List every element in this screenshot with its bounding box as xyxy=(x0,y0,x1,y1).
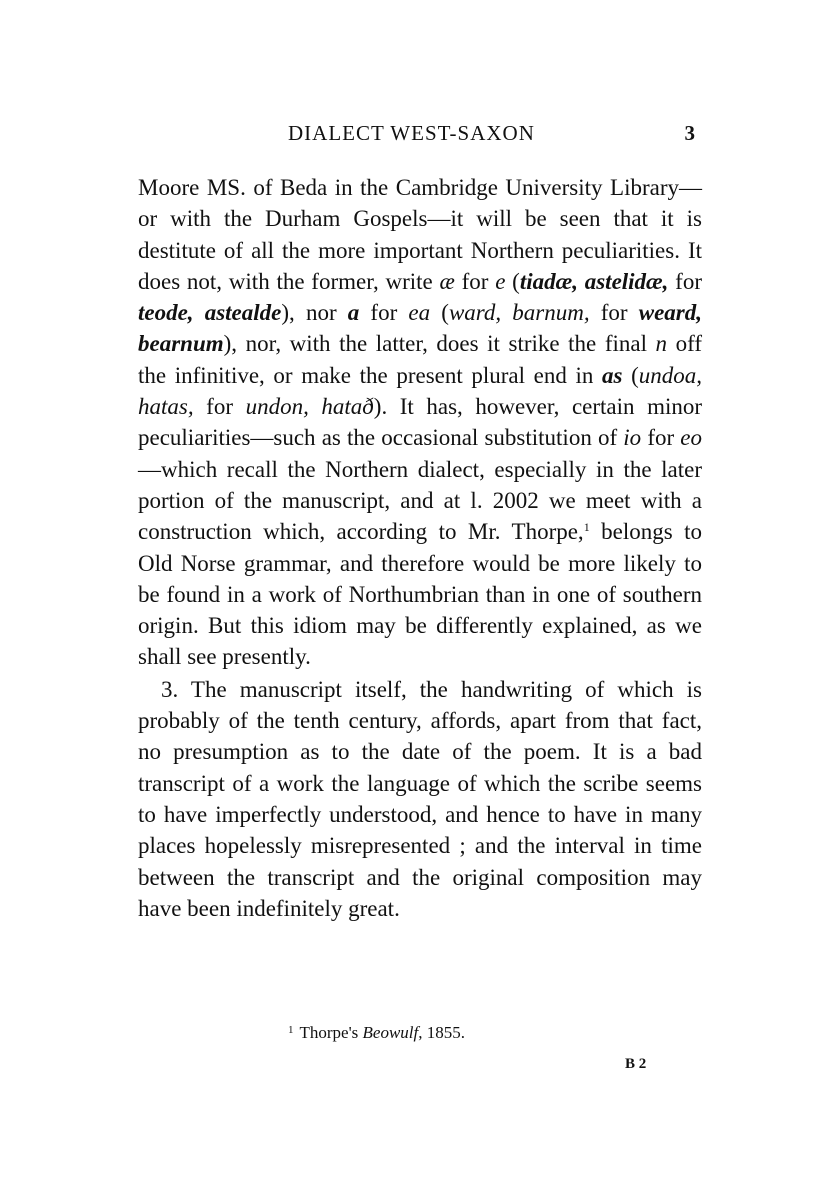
text-run: for xyxy=(589,300,639,326)
footnote-text: , 1855. xyxy=(418,1023,465,1042)
italic-term: ward, barnum, xyxy=(448,300,590,326)
text-run: ). It has, however, certain minor peculiarities—such as the occasional substitution of xyxy=(138,394,703,451)
running-title: DIALECT WEST-SAXON xyxy=(288,121,535,145)
italic-term: tiadæ, astelidæ, xyxy=(519,268,669,294)
italic-term: weard, bearnum xyxy=(138,300,702,357)
page-number: 3 xyxy=(684,121,696,145)
body-text xyxy=(138,172,702,924)
italic-term: e xyxy=(495,268,506,294)
text-run: for xyxy=(359,300,409,326)
text-run: —which recall the Northern dialect, especially in the later portion of the manuscript, and at l. 2002 we meet with a construction which, according to Mr. Thorpe, xyxy=(138,456,702,545)
text-run: Moore MS. of Beda in the Cambridge University Library—or with the Durham Gospels—it will be seen that it is destitute of all the more important Northern peculiarities. It does not, with the former, write xyxy=(138,175,702,294)
footnote xyxy=(288,1018,465,1045)
printer-signature: B 2 xyxy=(625,1056,647,1072)
text-run: for xyxy=(641,425,681,451)
footnote-reference: 1 xyxy=(583,520,590,535)
paragraph-continued xyxy=(138,172,702,673)
text-run: for xyxy=(454,268,496,294)
text-run: ( xyxy=(430,300,449,326)
italic-term: a xyxy=(347,300,360,326)
italic-term: teode, astealde xyxy=(138,300,282,326)
italic-term: undoa, hatas, xyxy=(138,362,702,420)
footnote-text: Thorpe's xyxy=(299,1023,363,1042)
footnote-mark: 1 xyxy=(288,1024,294,1036)
text-run: belongs to Old Norse grammar, and therefore would be more likely to be found in a work of Northumbrian than in one of southern origin. But this idiom may be differently explained, as we shall see presently. xyxy=(138,519,702,670)
italic-term: eo xyxy=(680,425,703,451)
text-run: off the infinitive, or make the present plural end in xyxy=(138,331,702,388)
italic-term: ea xyxy=(408,300,431,326)
text-run: for xyxy=(193,394,246,420)
text-run: ), nor xyxy=(281,300,348,326)
italic-term: undon, hatað xyxy=(245,394,374,420)
italic-term: n xyxy=(655,331,668,357)
italic-term: io xyxy=(623,425,642,451)
text-run: for xyxy=(668,268,702,294)
footnote-title: Beowulf xyxy=(362,1023,419,1042)
italic-term: as xyxy=(602,362,623,388)
text-run: ( xyxy=(505,268,520,294)
text-run: ), nor, with the latter, does it strike the final xyxy=(223,331,656,357)
italic-term: æ xyxy=(439,268,455,294)
text-run: ( xyxy=(622,362,639,388)
paragraph-3: 3. The manuscript itself, the handwriting of which is probably of the tenth century, affords, apart from that fact, no presumption as to the date of the poem. It is a bad transcript of a work the language of which the scribe seems to have imperfectly understood, and hence to have in many places hopelessly misrepresented ; and the interval in time between the transcript and the original composition may have been indefinitely great. xyxy=(138,676,702,921)
